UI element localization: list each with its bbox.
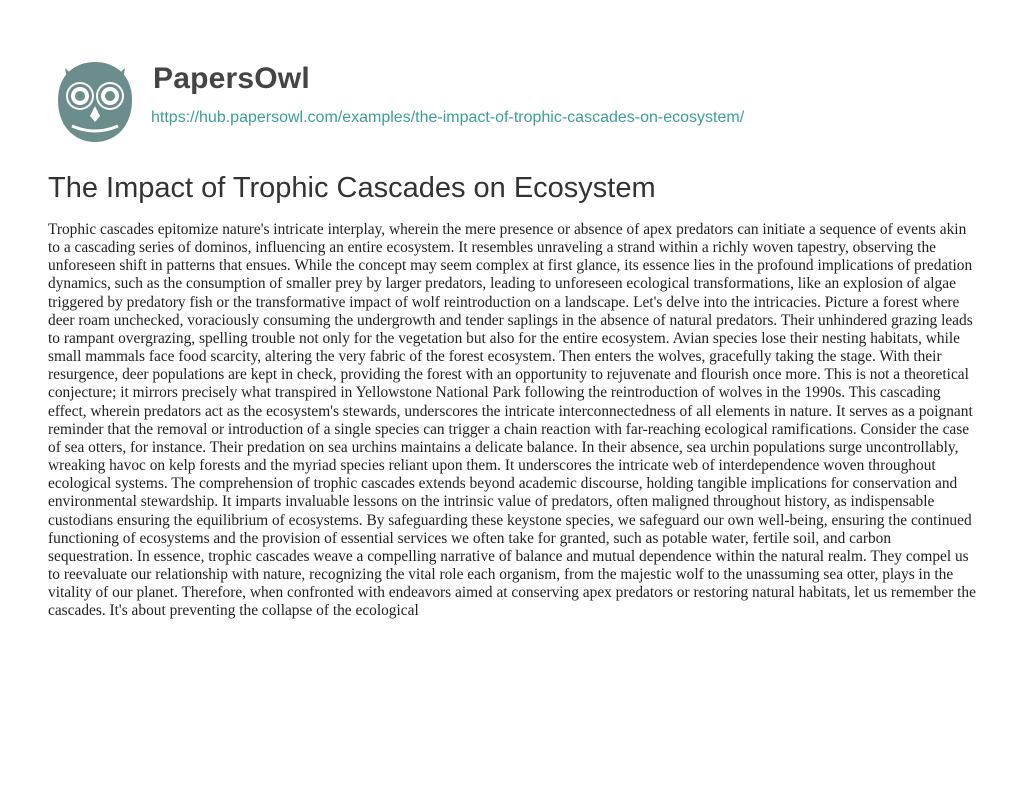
article-body: Trophic cascades epitomize nature's intricate interplay, wherein the mere presence or absence of apex predators can initiate a sequence of events akin to a cascading series of dominos, influencing an entire ecosystem. It resembles unraveling a strand within a richly woven tapestry, observing the unforeseen shift in patterns that ensues. While the concept may seem complex at first glance, its essence lies in the profound implications of predation dynamics, such as the consumption of smaller prey by larger predators, leading to unforeseen ecological transformations, like an explosion of algae triggered by predatory fish or the transformative impact of wolf reintroduction on a landscape. Let's delve into the intricacies. Picture a forest where deer roam unchecked, voraciously consuming the undergrowth and tender saplings in the absence of natural predators. Their unhindered grazing leads to rampant overgrazing, spelling trouble not only for the vegetation but also for the entire ecosystem. Avian species lose their nesting habitats, while small mammals face food scarcity, altering the very fabric of the forest ecosystem. Then enters the wolves, gracefully taking the stage. With their resurgence, deer populations are kept in check, providing the forest with an opportunity to rejuvenate and flourish once more. This is not a theoretical conjecture; it mirrors precisely what transpired in Yellowstone National Park following the reintroduction of wolves in the 1990s. This cascading effect, wherein predators act as the ecosystem's stewards, underscores the intricate interconnectedness of all elements in nature. It serves as a poignant reminder that the removal or introduction of a single species can trigger a chain reaction with far-reaching ecological ramifications. Consider the case of sea otters, for instance. Their predation on sea urchins maintains a delicate balance. In their absence, sea urchin populations surge uncontrollably, wreaking havoc on kelp forests and the myriad species reliant upon them. It underscores the intricate web of interdependence woven throughout ecological systems. The comprehension of trophic cascades extends beyond academic discourse, holding tangible implications for conservation and environmental stewardship. It imparts invaluable lessons on the intrinsic value of predators, often maligned throughout history, as indispensable custodians ensuring the equilibrium of ecosystems. By safeguarding these keystone species, we safeguard our own well-being, ensuring the continued functioning of ecosystems and the provision of essential services we often take for granted, such as potable water, fertile soil, and carbon sequestration. In essence, trophic cascades weave a compelling narrative of balance and mutual dependence within the natural realm. They compel us to reevaluate our relationship with nature, recognizing the vital role each organism, from the majestic wolf to the unassuming sea otter, plays in the vitality of our planet. Therefore, when confronted with endeavors aimed at conserving apex predators or restoring natural habitats, let us remember the cascades. It's about preventing the collapse of the ecological (48, 221, 976, 620)
site-header (50, 36, 980, 136)
owl-icon (50, 56, 140, 146)
article-title: The Impact of Trophic Cascades on Ecosystem (48, 172, 656, 204)
article-url-link[interactable]: https://hub.papersowl.com/examples/the-impact-of-trophic-cascades-on-ecosystem/ (151, 109, 745, 126)
brand-name: PapersOwl (153, 62, 310, 95)
